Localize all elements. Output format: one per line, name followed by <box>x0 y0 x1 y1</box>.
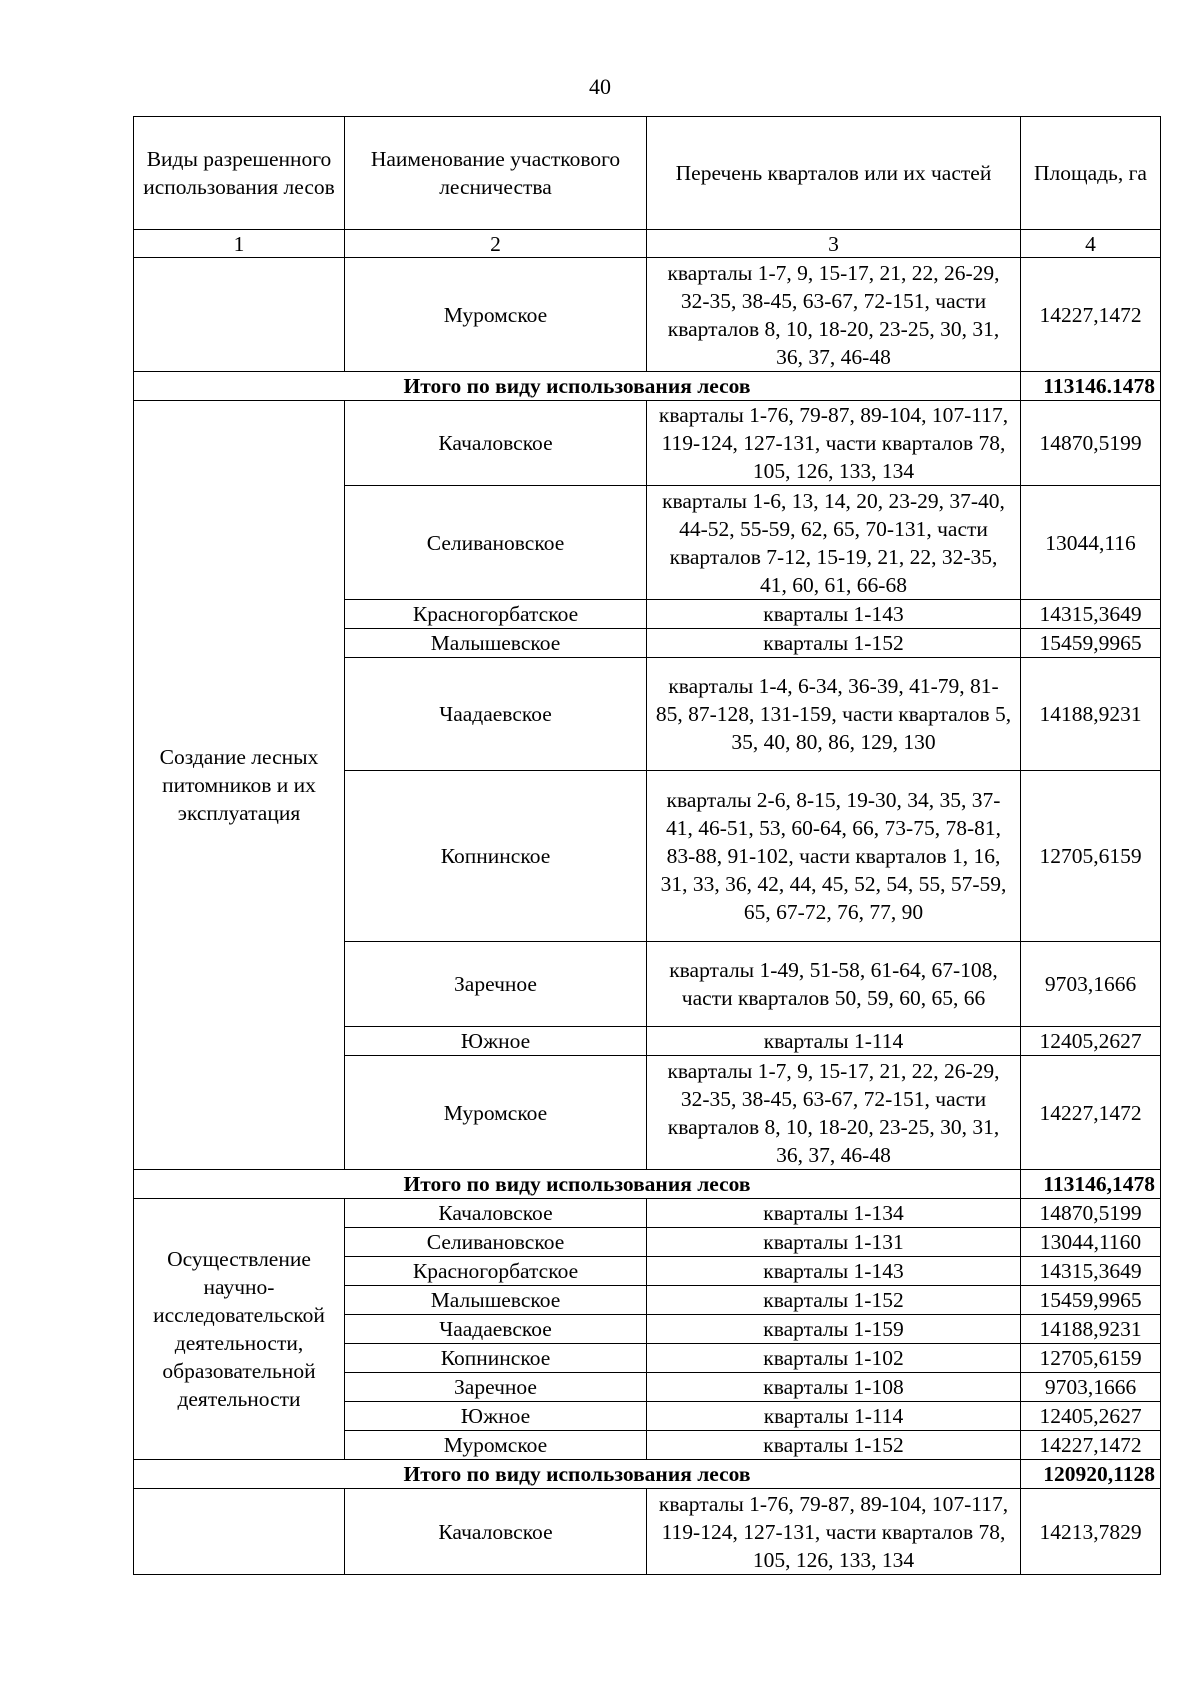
table-header-row <box>134 117 1161 230</box>
area-value: 13044,1160 <box>1021 1228 1161 1257</box>
use-type-cell-empty <box>134 258 345 372</box>
forestry-name: Красногорбатское <box>345 1257 647 1286</box>
forest-use-table <box>133 116 1161 1575</box>
total-label: Итого по виду использования лесов <box>134 1170 1021 1199</box>
total-label: Итого по виду использования лесов <box>134 1460 1021 1489</box>
forestry-name: Малышевское <box>345 629 647 658</box>
area-value: 9703,1666 <box>1021 1373 1161 1402</box>
quarters-list: кварталы 1-152 <box>647 1431 1021 1460</box>
quarters-list: кварталы 1-7, 9, 15-17, 21, 22, 26-29, 32-35, 38-45, 63-67, 72-151, части кварталов 8, 10, 18-20, 23-25, 30, 31, 36, 37, 46-48 <box>647 1056 1021 1170</box>
area-value: 15459,9965 <box>1021 629 1161 658</box>
total-row <box>134 1170 1161 1199</box>
area-value: 12705,6159 <box>1021 771 1161 942</box>
forestry-name: Качаловское <box>345 401 647 486</box>
quarters-list: кварталы 1-49, 51-58, 61-64, 67-108, части кварталов 50, 59, 60, 65, 66 <box>647 942 1021 1027</box>
use-type-research: Осуществление научно-исследовательской деятельности, образовательной деятельности <box>134 1199 345 1460</box>
forestry-name: Качаловское <box>345 1489 647 1575</box>
column-number-row <box>134 230 1161 258</box>
area-value: 14315,3649 <box>1021 600 1161 629</box>
quarters-list: кварталы 1-152 <box>647 1286 1021 1315</box>
quarters-list: кварталы 1-143 <box>647 600 1021 629</box>
area-value: 14227,1472 <box>1021 1431 1161 1460</box>
area-value: 14870,5199 <box>1021 1199 1161 1228</box>
forestry-name: Селивановское <box>345 486 647 600</box>
forestry-name: Муромское <box>345 258 647 372</box>
forestry-name: Селивановское <box>345 1228 647 1257</box>
quarters-list: кварталы 1-114 <box>647 1027 1021 1056</box>
use-type-nurseries: Создание лесных питомников и их эксплуатация <box>134 401 345 1170</box>
total-value: 120920,1128 <box>1021 1460 1161 1489</box>
quarters-list: кварталы 1-134 <box>647 1199 1021 1228</box>
forestry-name: Южное <box>345 1027 647 1056</box>
quarters-list: кварталы 1-7, 9, 15-17, 21, 22, 26-29, 32-35, 38-45, 63-67, 72-151, части кварталов 8, 10, 18-20, 23-25, 30, 31, 36, 37, 46-48 <box>647 258 1021 372</box>
forestry-name: Качаловское <box>345 1199 647 1228</box>
quarters-list: кварталы 1-76, 79-87, 89-104, 107-117, 119-124, 127-131, части кварталов 78, 105, 126, 133, 134 <box>647 401 1021 486</box>
header-use-type: Виды разрешенного использования лесов <box>134 117 345 230</box>
total-row <box>134 1460 1161 1489</box>
area-value: 9703,1666 <box>1021 942 1161 1027</box>
total-value: 113146.1478 <box>1021 372 1161 401</box>
table-row <box>134 258 1161 372</box>
forestry-name: Заречное <box>345 942 647 1027</box>
forestry-name: Малышевское <box>345 1286 647 1315</box>
column-number: 4 <box>1021 230 1161 258</box>
header-quarters-list: Перечень кварталов или их частей <box>647 117 1021 230</box>
area-value: 14315,3649 <box>1021 1257 1161 1286</box>
header-area: Площадь, га <box>1021 117 1161 230</box>
quarters-list: кварталы 1-108 <box>647 1373 1021 1402</box>
column-number: 3 <box>647 230 1021 258</box>
forestry-name: Чаадаевское <box>345 1315 647 1344</box>
table-row <box>134 401 1161 486</box>
area-value: 14188,9231 <box>1021 1315 1161 1344</box>
quarters-list: кварталы 2-6, 8-15, 19-30, 34, 35, 37-41, 46-51, 53, 60-64, 66, 73-75, 78-81, 83-88, 91-102, части кварталов 1, 16, 31, 33, 36, 42, 44, 45, 52, 54, 55, 57-59, 65, 67-72, 76, 77, 90 <box>647 771 1021 942</box>
area-value: 12405,2627 <box>1021 1402 1161 1431</box>
table-row <box>134 1199 1161 1228</box>
forestry-name: Чаадаевское <box>345 658 647 771</box>
quarters-list: кварталы 1-131 <box>647 1228 1021 1257</box>
area-value: 14213,7829 <box>1021 1489 1161 1575</box>
quarters-list: кварталы 1-159 <box>647 1315 1021 1344</box>
forestry-name: Заречное <box>345 1373 647 1402</box>
quarters-list: кварталы 1-114 <box>647 1402 1021 1431</box>
total-row <box>134 372 1161 401</box>
area-value: 14870,5199 <box>1021 401 1161 486</box>
quarters-list: кварталы 1-6, 13, 14, 20, 23-29, 37-40, 44-52, 55-59, 62, 65, 70-131, части кварталов 7-12, 15-19, 21, 22, 32-35, 41, 60, 61, 66-68 <box>647 486 1021 600</box>
quarters-list: кварталы 1-76, 79-87, 89-104, 107-117, 119-124, 127-131, части кварталов 78, 105, 126, 133, 134 <box>647 1489 1021 1575</box>
column-number: 1 <box>134 230 345 258</box>
area-value: 14188,9231 <box>1021 658 1161 771</box>
page-number: 40 <box>589 74 611 99</box>
forestry-name: Муромское <box>345 1056 647 1170</box>
area-value: 15459,9965 <box>1021 1286 1161 1315</box>
area-value: 12405,2627 <box>1021 1027 1161 1056</box>
quarters-list: кварталы 1-152 <box>647 629 1021 658</box>
quarters-list: кварталы 1-4, 6-34, 36-39, 41-79, 81-85, 87-128, 131-159, части кварталов 5, 35, 40, 80, 86, 129, 130 <box>647 658 1021 771</box>
column-number: 2 <box>345 230 647 258</box>
total-label: Итого по виду использования лесов <box>134 372 1021 401</box>
quarters-list: кварталы 1-102 <box>647 1344 1021 1373</box>
area-value: 14227,1472 <box>1021 1056 1161 1170</box>
quarters-list: кварталы 1-143 <box>647 1257 1021 1286</box>
area-value: 12705,6159 <box>1021 1344 1161 1373</box>
table-row <box>134 1489 1161 1575</box>
forestry-name: Красногорбатское <box>345 600 647 629</box>
area-value: 13044,116 <box>1021 486 1161 600</box>
use-type-cell-empty <box>134 1489 345 1575</box>
header-forestry-name: Наименование участкового лесничества <box>345 117 647 230</box>
forestry-name: Южное <box>345 1402 647 1431</box>
forestry-name: Копнинское <box>345 771 647 942</box>
total-value: 113146,1478 <box>1021 1170 1161 1199</box>
forestry-name: Копнинское <box>345 1344 647 1373</box>
forestry-name: Муромское <box>345 1431 647 1460</box>
area-value: 14227,1472 <box>1021 258 1161 372</box>
